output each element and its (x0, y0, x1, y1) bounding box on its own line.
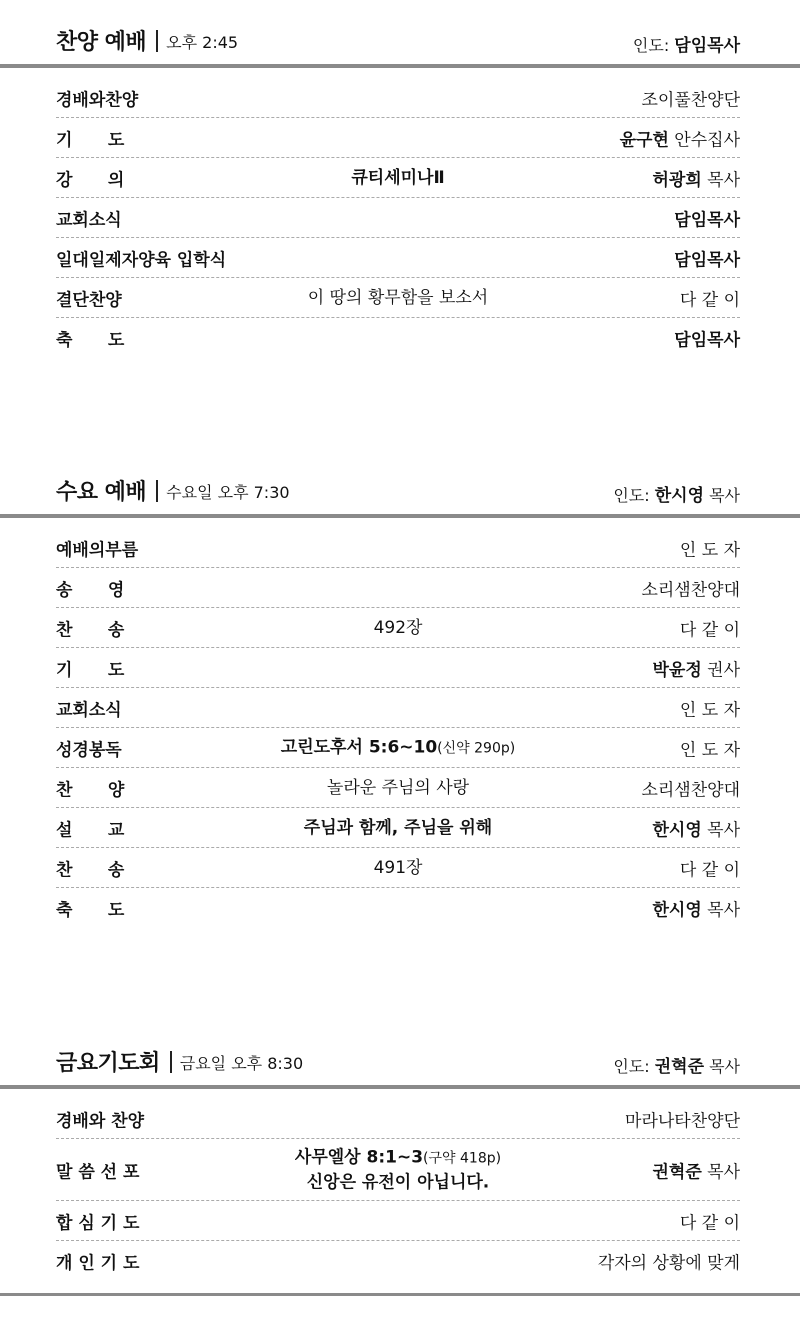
row-center: 이 땅의 황무함을 보소서 (307, 287, 489, 308)
row-label: 찬 송 (56, 860, 125, 880)
row-center: 큐티세미나Ⅱ (351, 167, 445, 188)
section-time: 수요일 오후 7:30 (166, 483, 290, 502)
row-label: 찬 양 (56, 780, 125, 800)
row-label: 축 도 (56, 900, 125, 920)
program-row (56, 278, 740, 318)
program-row (56, 238, 740, 278)
scripture-page: (신약 290p) (437, 740, 516, 756)
row-label: 기 도 (56, 130, 125, 150)
title-divider (156, 30, 158, 52)
section-leader: 인도: 권혁준 목사 (613, 1057, 740, 1077)
row-right: 마라나타찬양단 (625, 1111, 740, 1131)
program-list (0, 68, 800, 357)
section-praise-service (0, 16, 800, 357)
program-list (0, 518, 800, 927)
section-title: 수요 예배 수요일 오후 7:30 (56, 480, 290, 505)
program-row (56, 318, 740, 357)
row-right: 박윤정 권사 (652, 660, 740, 680)
row-right: 다 같 이 (679, 1213, 740, 1233)
program-row (56, 688, 740, 728)
program-row (56, 808, 740, 848)
section-friday-prayer (0, 1037, 800, 1280)
row-center: 492장 (373, 617, 423, 638)
row-label: 송 영 (56, 580, 125, 600)
row-right: 윤구현 안수집사 (619, 130, 740, 150)
row-center: 주님과 함께, 주님을 위해 (303, 817, 493, 838)
section-time: 오후 2:45 (166, 33, 239, 52)
program-row (56, 648, 740, 688)
section-title: 금요기도회 금요일 오후 8:30 (56, 1051, 304, 1076)
program-row (56, 118, 740, 158)
section-time: 금요일 오후 8:30 (179, 1054, 304, 1073)
row-right: 각자의 상황에 맞게 (597, 1253, 740, 1273)
program-row (56, 728, 740, 768)
program-row (56, 768, 740, 808)
program-row (56, 78, 740, 118)
row-label: 말 씀 선 포 (56, 1162, 140, 1182)
row-label: 찬 송 (56, 620, 125, 640)
row-label: 결단찬양 (56, 290, 122, 310)
row-label: 교회소식 (56, 700, 122, 720)
row-right: 소리샘찬양대 (641, 580, 740, 600)
row-right: 담임목사 (674, 330, 740, 350)
row-right: 담임목사 (674, 210, 740, 230)
row-right: 허광희 목사 (652, 170, 740, 190)
row-right: 다 같 이 (679, 620, 740, 640)
row-right: 한시영 목사 (652, 900, 740, 920)
bottom-rule (0, 1293, 800, 1296)
program-row (56, 888, 740, 927)
row-label: 개 인 기 도 (56, 1253, 140, 1273)
section-header (0, 1037, 800, 1085)
section-leader: 인도: 담임목사 (632, 36, 740, 56)
program-row (56, 848, 740, 888)
row-center (281, 735, 515, 760)
program-row (56, 198, 740, 238)
section-header (0, 466, 800, 514)
row-label: 기 도 (56, 660, 125, 680)
row-right: 담임목사 (674, 250, 740, 270)
row-right: 권혁준 목사 (652, 1162, 740, 1182)
sermon-title: 신앙은 유전이 아닙니다. (306, 1172, 490, 1192)
row-label: 성경봉독 (56, 740, 122, 760)
row-right: 다 같 이 (679, 290, 740, 310)
scripture-reference: 사무엘상 8:1~3 (294, 1147, 424, 1167)
row-label: 축 도 (56, 330, 125, 350)
row-center (295, 1145, 501, 1194)
program-row (56, 1201, 740, 1241)
row-label: 합 심 기 도 (56, 1213, 140, 1233)
section-header (0, 16, 800, 64)
section-leader: 인도: 한시영 목사 (613, 486, 740, 506)
scripture-reference: 고린도후서 5:6~10 (280, 737, 438, 757)
row-right: 인 도 자 (679, 740, 740, 760)
program-row (56, 1241, 740, 1280)
section-wednesday-service (0, 466, 800, 927)
program-list (0, 1089, 800, 1280)
row-right: 인 도 자 (679, 700, 740, 720)
title-divider (156, 480, 158, 502)
row-label: 강 의 (56, 170, 125, 190)
row-label: 교회소식 (56, 210, 122, 230)
row-label: 예배의부름 (56, 540, 139, 560)
program-row (56, 568, 740, 608)
row-label: 경배와찬양 (56, 90, 139, 110)
row-right: 한시영 목사 (652, 820, 740, 840)
scripture-page: (구약 418p) (423, 1150, 502, 1166)
row-right: 다 같 이 (679, 860, 740, 880)
section-title: 찬양 예배 오후 2:45 (56, 30, 239, 55)
row-right: 소리샘찬양대 (641, 780, 740, 800)
row-center: 491장 (373, 857, 423, 878)
program-row (56, 1139, 740, 1201)
program-row (56, 158, 740, 198)
row-label: 일대일제자양육 입학식 (56, 250, 227, 270)
program-row (56, 528, 740, 568)
row-label: 설 교 (56, 820, 125, 840)
row-right: 인 도 자 (679, 540, 740, 560)
row-center: 놀라운 주님의 사랑 (326, 777, 470, 798)
program-row (56, 608, 740, 648)
program-row (56, 1099, 740, 1139)
title-divider (170, 1051, 172, 1073)
row-right: 조이풀찬양단 (641, 90, 740, 110)
row-label: 경배와 찬양 (56, 1111, 145, 1131)
